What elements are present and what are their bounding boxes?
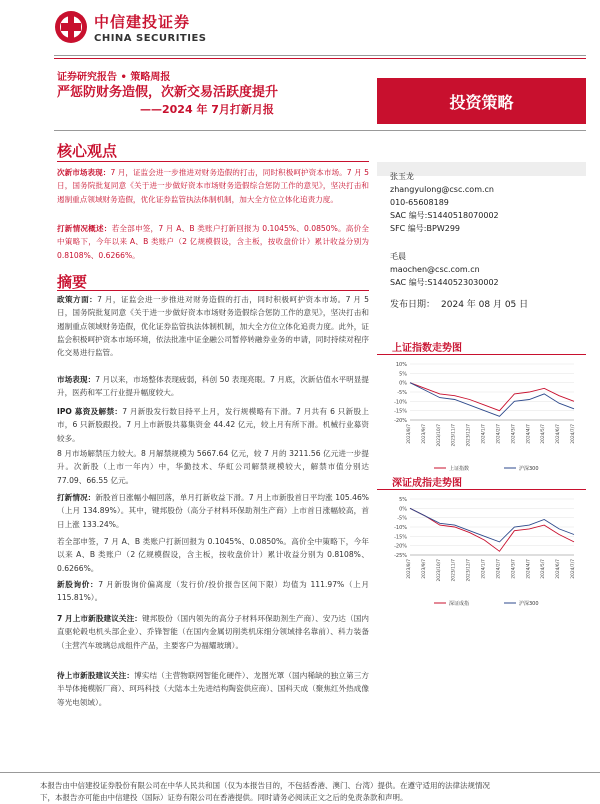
x-tick-label: 2024/5/7 bbox=[541, 559, 547, 579]
publish-date-label: 发布日期： bbox=[390, 300, 436, 310]
series-line-2 bbox=[410, 508, 574, 542]
x-tick-label: 2024/2/7 bbox=[496, 559, 502, 579]
chart-1-rule bbox=[377, 354, 586, 355]
y-tick-label: -5% bbox=[397, 515, 407, 522]
x-tick-label: 2024/7/7 bbox=[571, 559, 576, 579]
report-title: 严惩防财务造假，次新交易活跃度提升 bbox=[57, 85, 279, 100]
summary-heading-rule bbox=[57, 290, 369, 291]
core-heading: 核心观点 bbox=[57, 142, 118, 160]
footer-divider bbox=[0, 772, 600, 773]
y-tick-label: -20% bbox=[394, 543, 407, 550]
core-p2-label: 打新情况概述： bbox=[57, 224, 112, 233]
analyst-1-sac: SAC 编号:S1440518070002 bbox=[390, 211, 499, 220]
chart-1-title: 上证指数走势图 bbox=[392, 343, 462, 354]
disclaimer bbox=[40, 780, 600, 804]
y-tick-label: -25% bbox=[394, 553, 407, 559]
x-tick-label: 2024/4/7 bbox=[526, 424, 532, 444]
x-tick-label: 2024/3/7 bbox=[511, 424, 517, 444]
summary-ipo bbox=[57, 405, 369, 445]
analyst-2 bbox=[390, 250, 499, 289]
y-tick-label: -15% bbox=[394, 534, 407, 541]
summary-july-picks bbox=[57, 612, 369, 652]
x-tick-label: 2023/10/7 bbox=[436, 559, 442, 582]
brand-name-cn: 中信建投证券 bbox=[94, 12, 191, 31]
title-divider bbox=[54, 130, 586, 131]
brand-name-en: CHINA SECURITIES bbox=[94, 32, 207, 44]
summary-ipo-perf bbox=[57, 491, 369, 531]
disclaimer-line-1: 本报告由中信建投证券股份有限公司在中华人民共和国（仅为本报告目的，不包括香港、澳门、台湾）提供。在遵守适用的法律法规情况 bbox=[40, 781, 490, 790]
x-tick-label: 2023/9/7 bbox=[421, 559, 427, 579]
x-tick-label: 2023/12/7 bbox=[466, 424, 472, 447]
policy-text: 7 月，证监会进一步推进对财务造假的打击，同时积极呵护资本市场。7 月 5 日，国务院批复同意《关于进一步做好资本市场财务造假综合惩防工作的意见》，坚决打击和遏制重点领域财务造假，优化证券监管执法体制机制，加大全方位立体化追责力度。此外，证监会积极呵护资本市场环境，依法批准中证金融公司暂停转融券业务的申请，同时持续对程序化交易进行监管。 bbox=[57, 295, 370, 358]
publish-date bbox=[390, 297, 528, 310]
shenzhen-index-chart bbox=[384, 493, 580, 611]
chart-2-rule bbox=[377, 489, 586, 490]
x-tick-label: 2024/7/7 bbox=[571, 424, 576, 444]
ipo-label: IPO 募资及解禁： bbox=[57, 407, 123, 416]
x-tick-label: 2023/8/7 bbox=[407, 424, 412, 444]
core-para-1 bbox=[57, 166, 369, 206]
company-logo bbox=[54, 10, 207, 44]
y-tick-label: -15% bbox=[394, 408, 407, 415]
y-tick-label: -10% bbox=[394, 525, 407, 531]
y-tick-label: -5% bbox=[397, 390, 407, 396]
unlock-text: 8 月市场解禁压力较大。8 月解禁规模为 5667.64 亿元，较 7 月的 3211.56 亿元进一步提升。次新股（上市一年内）中，华勤技术、华虹公司解禁规模较大，解禁市值分别达 77.09、66.55 亿元。 bbox=[57, 449, 369, 485]
category-banner: 投资策略 bbox=[377, 78, 586, 124]
x-tick-label: 2024/4/7 bbox=[526, 559, 532, 579]
y-tick-label: -10% bbox=[394, 399, 407, 406]
summary-inquiry bbox=[57, 578, 369, 605]
y-tick-label: 0% bbox=[399, 380, 407, 387]
y-tick-label: 10% bbox=[395, 362, 407, 368]
analyst-1-phone: 010-65608189 bbox=[390, 198, 449, 207]
summary-returns bbox=[57, 535, 369, 575]
ipo-perf-label: 打新情况： bbox=[57, 493, 96, 502]
chart-2-title: 深证成指走势图 bbox=[392, 478, 462, 489]
x-tick-label: 2024/1/7 bbox=[481, 424, 487, 444]
x-tick-label: 2024/1/7 bbox=[481, 559, 487, 579]
y-tick-label: 0% bbox=[399, 506, 407, 513]
x-tick-label: 2024/5/7 bbox=[541, 424, 547, 444]
policy-label: 政策方面： bbox=[57, 295, 98, 304]
x-tick-label: 2023/12/7 bbox=[466, 559, 472, 582]
summary-policy bbox=[57, 293, 369, 359]
logo-emblem-icon bbox=[54, 10, 88, 44]
x-tick-label: 2023/9/7 bbox=[421, 424, 427, 444]
y-tick-label: 5% bbox=[399, 371, 407, 378]
ipo-text: 7 月新股发行数目持平上月，发行规模略有下滑。7 月共有 6 只新股上市，6 只新股跟投。7 月上市新股共募集资金 44.42 亿元，较上月有所下滑。机械行业募资较多。 bbox=[57, 407, 369, 443]
x-tick-label: 2024/6/7 bbox=[556, 424, 562, 444]
july-picks-label: 7 月上市新股建议关注： bbox=[57, 614, 142, 623]
x-tick-label: 2024/3/7 bbox=[511, 559, 517, 579]
header-divider bbox=[54, 55, 586, 56]
disclaimer-line-2: 下，本报告亦可能由中信建投（国际）证券有限公司在香港提供。同时请务必阅读正文之后的免责条款和声明。 bbox=[40, 793, 408, 802]
core-p1-text: 7 月，证监会进一步推进对财务造假的打击，同时积极呵护资本市场。7 月 5 日，国务院批复同意《关于进一步做好资本市场财务造假综合惩防工作的意见》，坚决打击和遏制重点领域财务造假，优化证券监管执法体制机制，加大全方位立体化追责力度。 bbox=[57, 168, 370, 204]
x-tick-label: 2024/6/7 bbox=[556, 559, 562, 579]
analyst-2-name: 毛晨 bbox=[390, 252, 406, 261]
legend-label: 沪深300 bbox=[519, 601, 539, 607]
core-p1-label: 次新市场表现： bbox=[57, 168, 111, 177]
inquiry-text: 7 月新股询价偏离度（发行价/投价报告区间下限）均值为 111.97%（上月 115.81%）。 bbox=[57, 580, 369, 603]
summary-upcoming-picks bbox=[57, 669, 369, 709]
upcoming-picks-text: 博实结（主营物联网智能化硬件）、龙图光罩（国内稀缺的独立第三方半导体掩模版厂商）、珂玛科技（大陆本土先进结构陶瓷供应商）、国科天成（聚焦红外热成像等光电领域）。 bbox=[57, 671, 370, 707]
core-heading-rule bbox=[57, 161, 369, 162]
series-line-1 bbox=[410, 508, 574, 551]
x-tick-label: 2023/11/7 bbox=[451, 424, 457, 447]
report-subtitle: ——2024 年 7月打新月报 bbox=[140, 103, 274, 116]
returns-text: 若全部申签，7 月 A、B 类账户打新回报为 0.1045%、0.0850%。高价全中策略下，今年以来 A、B 类账户（2 亿规模假设，含主板，按收盘价计）累计收益分别为 0.8108%、0.6266%。 bbox=[57, 537, 369, 573]
y-tick-label: 5% bbox=[399, 497, 407, 503]
y-tick-label: -20% bbox=[394, 418, 407, 424]
ipo-perf-text: 新股首日涨幅小幅回落，单月打新收益下滑。7 月上市新股首日平均涨 105.46%（上月 134.89%）。其中，键邦股份（高分子材料环保助剂生产商）上市首日涨幅较高，首日上涨 133.24%。 bbox=[57, 493, 369, 529]
x-tick-label: 2023/8/7 bbox=[407, 559, 412, 579]
july-picks-text: 键邦股份（国内领先的高分子材料环保助剂生产商）、安乃达（国内直驱轮毂电机头部企业）、乔锋智能（在国内金属切削类机床细分领域排名靠前）、科力装备（主营汽车玻璃总成组件产品，主要客户为福耀玻璃）。 bbox=[57, 614, 369, 650]
market-text: 7 月以来，市场整体表现疲弱，科创 50 表现亮眼。7 月底，次新估值水平明显提升，医药和军工行业提升幅度较大。 bbox=[57, 375, 370, 398]
header-divider-accent bbox=[54, 58, 586, 59]
legend-label: 深证成指 bbox=[449, 601, 470, 607]
upcoming-picks-label: 待上市新股建议关注： bbox=[57, 671, 135, 680]
legend-label: 沪深300 bbox=[519, 466, 539, 472]
summary-market bbox=[57, 373, 369, 400]
legend-label: 上证指数 bbox=[449, 466, 470, 472]
series-line-2 bbox=[410, 383, 574, 417]
analyst-1-sfc: SFC 编号:BPW299 bbox=[390, 224, 460, 233]
shanghai-index-chart bbox=[384, 358, 580, 476]
summary-heading: 摘要 bbox=[57, 273, 88, 291]
summary-unlock bbox=[57, 447, 369, 487]
x-tick-label: 2023/11/7 bbox=[451, 559, 457, 582]
x-tick-label: 2023/10/7 bbox=[436, 424, 442, 447]
core-p2-text: 若全部申签，7 月 A、B 类账户打新回报为 0.1045%、0.0850%。高价全中策略下，今年以来 A、B 类账户（2 亿规模假设，含主板，按收盘价计）累计收益分别为 0.8108%、0.6266%。 bbox=[57, 224, 369, 260]
analyst-1 bbox=[390, 170, 499, 235]
inquiry-label: 新股询价： bbox=[57, 580, 99, 589]
core-para-2 bbox=[57, 222, 369, 262]
analyst-1-name: 张玉龙 bbox=[390, 172, 414, 181]
market-label: 市场表现： bbox=[57, 375, 96, 384]
x-tick-label: 2024/2/7 bbox=[496, 424, 502, 444]
analyst-2-sac: SAC 编号:S1440523030002 bbox=[390, 278, 499, 287]
analyst-2-email: maochen@csc.com.cn bbox=[390, 265, 480, 274]
report-type: 证券研究报告 • 策略周报 bbox=[57, 72, 171, 83]
analyst-1-email: zhangyulong@csc.com.cn bbox=[390, 185, 494, 194]
publish-date-value: 2024 年 08 月 05 日 bbox=[441, 300, 529, 310]
